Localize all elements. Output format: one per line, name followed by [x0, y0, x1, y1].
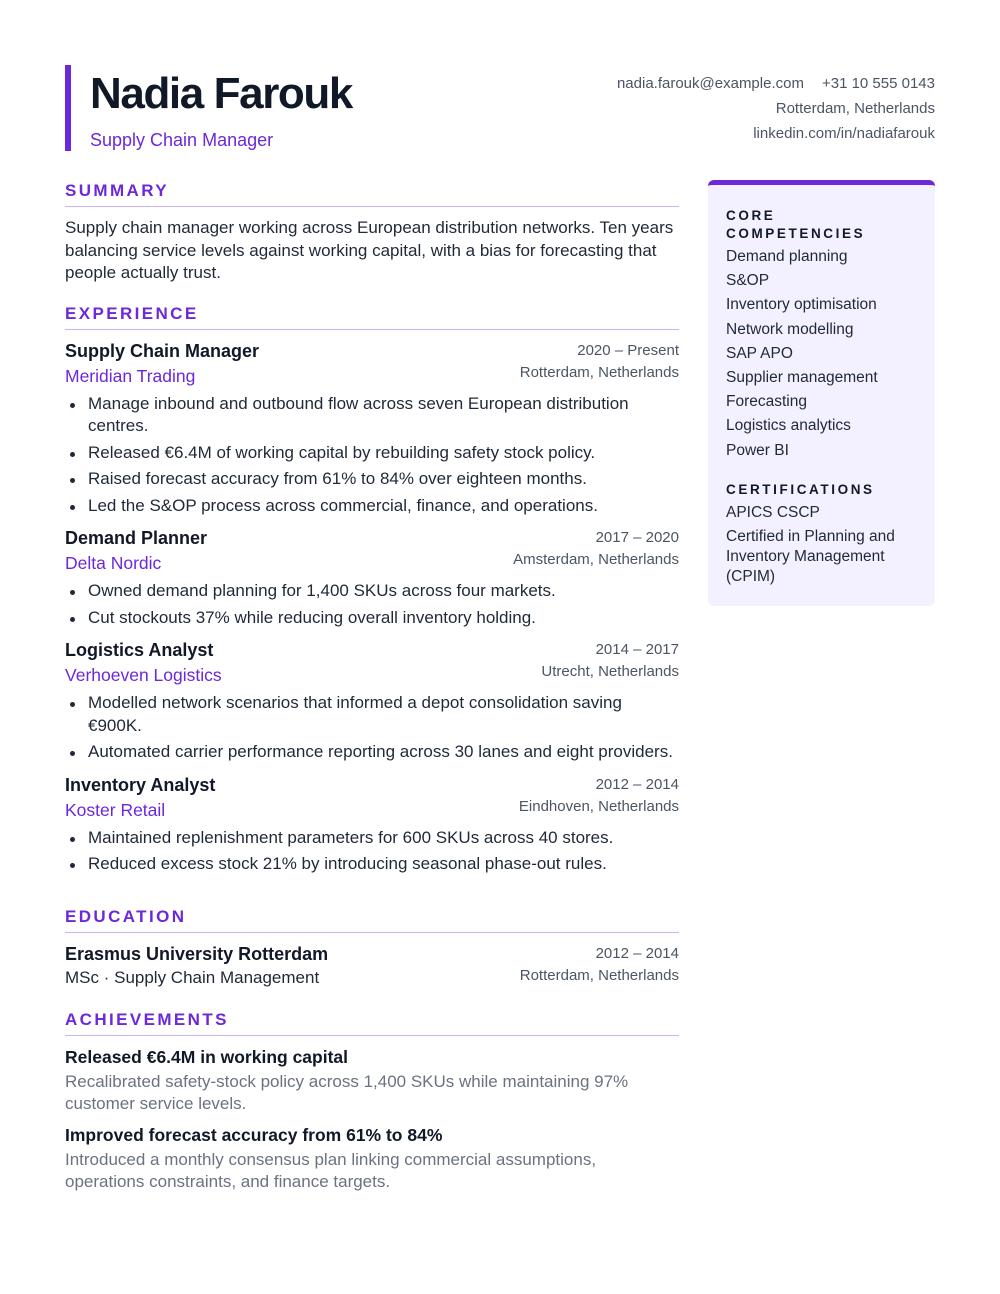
competency-item: Power BI [726, 441, 789, 459]
company-name: Meridian Trading [65, 365, 196, 386]
achievement-title: Released €6.4M in working capital [65, 1046, 349, 1067]
candidate-name: Nadia Farouk [90, 69, 352, 118]
job-title: Inventory Analyst [65, 774, 216, 795]
competency-item: Demand planning [726, 248, 848, 265]
bullet-item: Automated carrier performance reporting across 30 lanes and eight providers. [65, 741, 679, 764]
competency-item: Network modelling [726, 320, 854, 338]
contact-block [617, 71, 935, 146]
certification-item: APICS CSCP [726, 503, 820, 521]
job-entry [65, 639, 679, 764]
section-title-summary: SUMMARY [65, 180, 679, 207]
bullet-item: Raised forecast accuracy from 61% to 84% over eighteen months. [65, 468, 679, 491]
header-accent-bar [65, 65, 71, 151]
section-title-experience: EXPERIENCE [65, 303, 679, 330]
job-entry [65, 774, 679, 876]
job-dates: 2012 – 2014 [595, 775, 679, 793]
job-dates: 2014 – 2017 [595, 641, 679, 658]
bullet-item: Cut stockouts 37% while reducing overall inventory holding. [65, 607, 679, 630]
achievement-title: Improved forecast accuracy from 61% to 84% [65, 1124, 443, 1145]
company-name: Delta Nordic [65, 553, 162, 573]
section-title-education: EDUCATION [65, 906, 679, 933]
job-location: Eindhoven, Netherlands [518, 797, 679, 815]
bullet-item: Modelled network scenarios that informed a depot consolidation saving €900K. [65, 692, 679, 737]
summary-section [65, 180, 679, 285]
school-name: Erasmus University Rotterdam [65, 943, 329, 964]
competency-item: Logistics analytics [726, 417, 851, 435]
achievement-description: Recalibrated safety-stock policy across 1,400 SKUs while maintaining 97% customer service levels. [65, 1071, 629, 1113]
phone-number: +31 10 555 0143 [821, 75, 935, 92]
location-text: Rotterdam, Netherlands [775, 100, 935, 117]
candidate-role: Supply Chain Manager [90, 130, 274, 150]
competency-item: S&OP [726, 272, 770, 290]
competency-item: Inventory optimisation [726, 296, 877, 314]
job-title: Demand Planner [65, 528, 208, 548]
company-name: Koster Retail [65, 799, 166, 820]
job-entry [65, 527, 679, 629]
resume-header [65, 65, 935, 151]
job-dates: 2020 – Present [577, 341, 679, 359]
job-title: Logistics Analyst [65, 640, 214, 660]
email-link[interactable]: nadia.farouk@example.com [616, 75, 804, 92]
job-dates: 2017 – 2020 [595, 529, 679, 546]
bullet-item: Maintained replenishment parameters for 600 SKUs across 40 stores. [65, 827, 679, 850]
achievements-section [65, 1009, 679, 1194]
experience-section [65, 303, 679, 876]
bullet-item: Released €6.4M of working capital by rebuilding safety stock policy. [65, 442, 679, 465]
competencies-title: CORE COMPETENCIES [726, 208, 866, 241]
education-dates: 2012 – 2014 [595, 944, 679, 962]
certifications-list [726, 503, 917, 587]
job-location: Rotterdam, Netherlands [519, 363, 679, 381]
main-column [65, 180, 679, 1194]
education-section [65, 906, 679, 989]
job-location: Utrecht, Netherlands [541, 663, 679, 680]
linkedin-link[interactable]: linkedin.com/in/nadiafarouk [753, 125, 935, 142]
degree-name: MSc · Supply Chain Management [65, 967, 320, 987]
bullet-item: Reduced excess stock 21% by introducing seasonal phase-out rules. [65, 853, 679, 876]
bullet-item: Manage inbound and outbound flow across seven European distribution centres. [65, 393, 679, 438]
competency-item: Supplier management [726, 368, 878, 386]
certifications-title: CERTIFICATIONS [726, 481, 875, 497]
job-location: Amsterdam, Netherlands [513, 551, 679, 568]
achievement-item [65, 1046, 679, 1116]
section-title-achievements: ACHIEVEMENTS [65, 1009, 679, 1036]
bullet-item: Led the S&OP process across commercial, finance, and operations. [65, 495, 679, 518]
education-entry [65, 943, 679, 989]
competency-item: SAP APO [726, 344, 793, 362]
bullet-item: Owned demand planning for 1,400 SKUs across four markets. [65, 580, 679, 603]
job-entry [65, 340, 679, 518]
job-title: Supply Chain Manager [65, 340, 260, 361]
certification-item: Certified in Planning and Inventory Management (CPIM) [726, 527, 895, 585]
education-location: Rotterdam, Netherlands [519, 966, 679, 984]
competency-item: Forecasting [726, 393, 807, 411]
achievement-description: Introduced a monthly consensus plan linking commercial assumptions, operations constraints, and finance targets. [65, 1149, 597, 1191]
company-name: Verhoeven Logistics [65, 665, 222, 685]
sidebar-panel [708, 180, 935, 606]
competencies-list [726, 247, 917, 461]
summary-text: Supply chain manager working across European distribution networks. Ten years balancing service levels against working capital, with a bias for forecasting that people actually trust. [65, 218, 674, 282]
achievement-item [65, 1124, 679, 1194]
